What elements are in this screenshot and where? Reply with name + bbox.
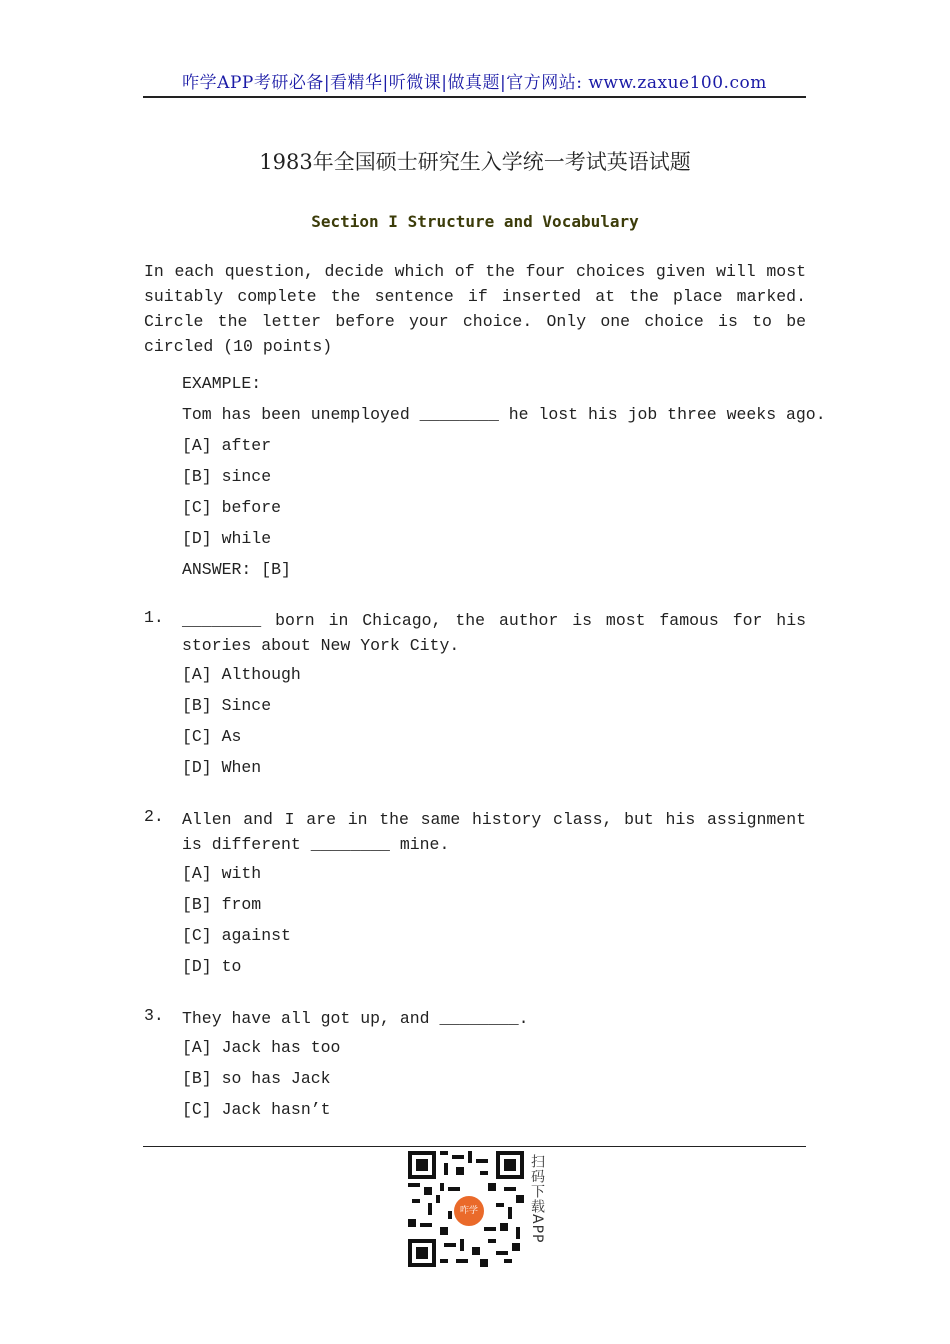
section-heading: Section I Structure and Vocabulary	[311, 212, 639, 231]
question-stem: They have all got up, and ________.	[182, 1009, 529, 1028]
example-option: [C] before	[182, 498, 282, 517]
app-logo: 咋学	[452, 1194, 486, 1228]
question-stem: Allen and I are in the same history class, but his assignment is different ________ mine.	[182, 810, 806, 854]
answer-option: [D] to	[182, 957, 242, 976]
scan-download-label: 扫码下载APP	[529, 1154, 545, 1244]
question-number: 3.	[144, 1006, 164, 1025]
answer-option: [C] Jack hasn’t	[182, 1100, 331, 1119]
answer-option: [A] Jack has too	[182, 1038, 341, 1057]
answer-option: [B] from	[182, 895, 262, 914]
example-option: [D] while	[182, 529, 272, 548]
example-block	[182, 373, 826, 590]
question-number: 2.	[144, 807, 164, 826]
question-stem: ________ born in Chicago, the author is most famous for his stories about New York City.	[182, 611, 806, 655]
instructions: In each question, decide which of the four choices given will most suitably complete the sentence if inserted at the place marked. Circle the letter before your choice. Only one choice is to be circled (10 points)	[144, 262, 806, 356]
page-header	[143, 68, 806, 98]
page-title: 1983年全国硕士研究生入学统一考试英语试题	[259, 150, 691, 174]
answer-option: [D] When	[182, 758, 262, 777]
question-3	[144, 1006, 806, 1130]
example-label: EXAMPLE:	[182, 374, 262, 393]
answer-option: [C] As	[182, 727, 242, 746]
header-text: 咋学APP考研必备|看精华|听微课|做真题|官方网站: www.zaxue100.com	[182, 73, 767, 93]
example-stem: Tom has been unemployed ________ he lost his job three weeks ago.	[182, 405, 826, 424]
answer-option: [C] against	[182, 926, 291, 945]
answer-option: [A] with	[182, 864, 262, 883]
question-1	[144, 608, 806, 788]
question-2	[144, 807, 806, 987]
example-answer: ANSWER: [B]	[182, 560, 291, 579]
answer-option: [B] so has Jack	[182, 1069, 331, 1088]
answer-option: [A] Although	[182, 665, 301, 684]
question-number: 1.	[144, 608, 164, 627]
answer-option: [B] Since	[182, 696, 272, 715]
example-option: [A] after	[182, 436, 272, 455]
footer-divider	[143, 1146, 806, 1147]
example-option: [B] since	[182, 467, 272, 486]
